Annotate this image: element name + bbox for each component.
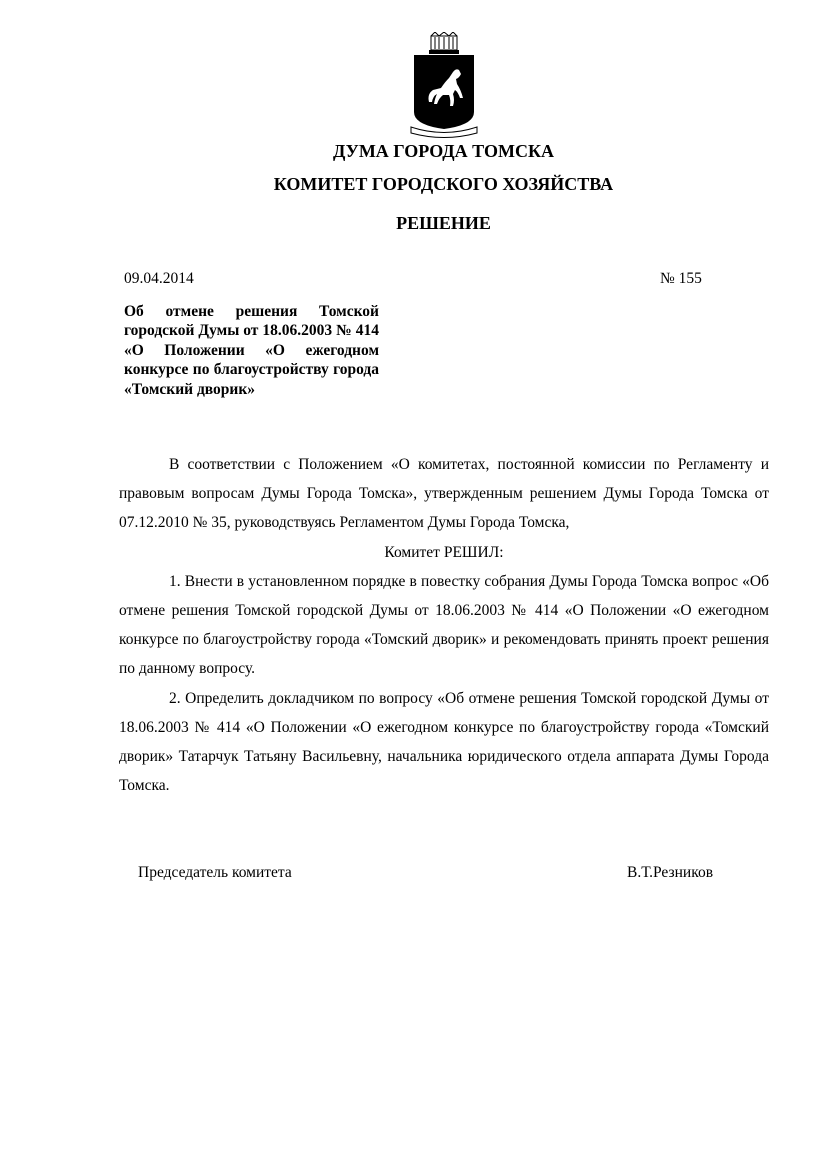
document-date: 09.04.2014 [124, 270, 194, 287]
document-body [119, 450, 769, 800]
signatory-role: Председатель комитета [138, 864, 292, 881]
resolved-heading: Комитет РЕШИЛ: [384, 543, 504, 561]
resolution-item-2: 2. Определить докладчиком по вопросу «Об отмене решения Томской городской Думы от 18.06.2003 № 414 «О Положении «О ежегодном конкурсе по благоустройству города «Томский дворик» Татарчук Татьяну Васильевну, начальника юридического отдела аппарата Думы Города Томска. [119, 689, 769, 795]
document-type-title: РЕШЕНИЕ [396, 213, 491, 233]
preamble-paragraph: В соответствии с Положением «О комитетах, постоянной комиссии по Регламенту и правовым вопросам Думы Города Томска», утвержденным решением Думы Города Томска от 07.12.2010 № 35, руководствуясь Регламентом Думы Города Томска, [119, 456, 769, 532]
document-subject: Об отмене решения Томской городской Думы от 18.06.2003 № 414 «О Положении «О ежегодном конкурсе по благоустройству города «Томский дворик» [124, 303, 379, 398]
coat-of-arms-icon [409, 32, 479, 138]
committee-title: КОМИТЕТ ГОРОДСКОГО ХОЗЯЙСТВА [273, 174, 614, 194]
organization-title: ДУМА ГОРОДА ТОМСКА [333, 141, 554, 161]
document-number: № 155 [660, 270, 702, 287]
signatory-name: В.Т.Резников [627, 864, 714, 881]
resolution-item-1: 1. Внести в установленном порядке в повестку собрания Думы Города Томска вопрос «Об отмене решения Томской городской Думы от 18.06.2003 № 414 «О Положении «О ежегодном конкурсе по благоустройству города «Томский дворик» и рекомендовать принять проект решения по данному вопросу. [119, 572, 769, 678]
